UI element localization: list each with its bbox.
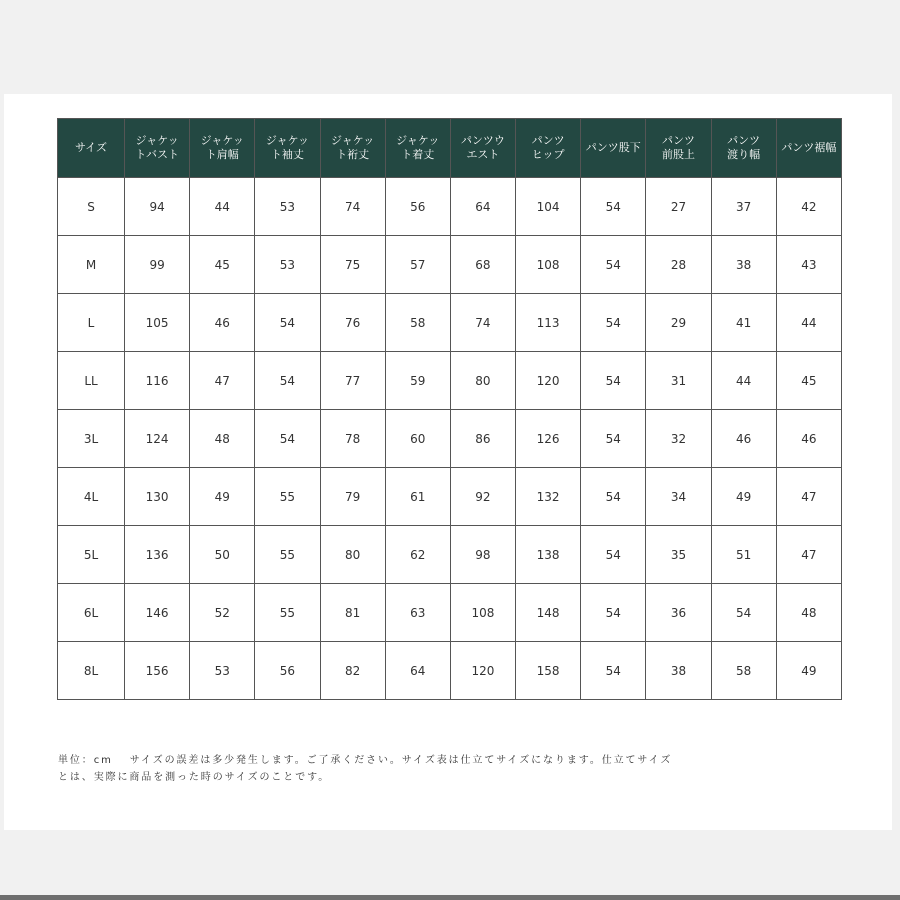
header-pants-hem: パンツ裾幅	[776, 119, 841, 178]
measurement-cell: 45	[776, 352, 841, 410]
measurement-cell: 56	[255, 642, 320, 700]
measurement-cell: 28	[646, 236, 711, 294]
measurement-cell: 46	[711, 410, 776, 468]
measurement-cell: 62	[385, 526, 450, 584]
measurement-cell: 54	[581, 468, 646, 526]
measurement-cell: 148	[516, 584, 581, 642]
measurement-cell: 60	[385, 410, 450, 468]
measurement-cell: 113	[516, 294, 581, 352]
measurement-cell: 49	[190, 468, 255, 526]
size-label-cell: LL	[58, 352, 125, 410]
table-row	[58, 642, 842, 700]
measurement-cell: 51	[711, 526, 776, 584]
notes-line-1: 単位：cm サイズの誤差は多少発生します。ご了承ください。サイズ表は仕立てサイズになります。仕立てサイズ	[58, 755, 673, 766]
measurement-cell: 41	[711, 294, 776, 352]
measurement-cell: 47	[776, 468, 841, 526]
measurement-cell: 64	[385, 642, 450, 700]
measurement-cell: 68	[450, 236, 515, 294]
measurement-cell: 50	[190, 526, 255, 584]
notes-line-2: とは、実際に商品を測った時のサイズのことです。	[58, 772, 331, 783]
measurement-cell: 32	[646, 410, 711, 468]
measurement-cell: 42	[776, 178, 841, 236]
header-jacket-bust: ジャケッ トバスト	[125, 119, 190, 178]
measurement-cell: 80	[450, 352, 515, 410]
measurement-cell: 61	[385, 468, 450, 526]
measurement-cell: 47	[776, 526, 841, 584]
measurement-cell: 44	[776, 294, 841, 352]
measurement-cell: 27	[646, 178, 711, 236]
measurement-cell: 36	[646, 584, 711, 642]
measurement-cell: 53	[255, 178, 320, 236]
measurement-cell: 37	[711, 178, 776, 236]
measurement-cell: 43	[776, 236, 841, 294]
header-row	[58, 119, 842, 178]
size-label-cell: S	[58, 178, 125, 236]
measurement-cell: 55	[255, 526, 320, 584]
measurement-cell: 76	[320, 294, 385, 352]
measurement-cell: 75	[320, 236, 385, 294]
measurement-cell: 48	[190, 410, 255, 468]
measurement-cell: 120	[450, 642, 515, 700]
measurement-cell: 59	[385, 352, 450, 410]
table-row	[58, 410, 842, 468]
measurement-cell: 45	[190, 236, 255, 294]
size-label-cell: M	[58, 236, 125, 294]
header-pants-waist: パンツウ エスト	[450, 119, 515, 178]
size-label-cell: 4L	[58, 468, 125, 526]
measurement-cell: 54	[581, 410, 646, 468]
measurement-cell: 108	[450, 584, 515, 642]
measurement-cell: 124	[125, 410, 190, 468]
measurement-cell: 34	[646, 468, 711, 526]
measurement-cell: 74	[320, 178, 385, 236]
table-row	[58, 526, 842, 584]
measurement-cell: 54	[581, 352, 646, 410]
measurement-cell: 156	[125, 642, 190, 700]
measurement-cell: 44	[711, 352, 776, 410]
measurement-cell: 38	[646, 642, 711, 700]
measurement-cell: 35	[646, 526, 711, 584]
header-size: サイズ	[58, 119, 125, 178]
measurement-cell: 92	[450, 468, 515, 526]
measurement-cell: 55	[255, 468, 320, 526]
measurement-cell: 54	[581, 178, 646, 236]
measurement-cell: 130	[125, 468, 190, 526]
measurement-cell: 56	[385, 178, 450, 236]
table-row	[58, 236, 842, 294]
measurement-cell: 82	[320, 642, 385, 700]
header-jacket-yuki: ジャケッ ト裄丈	[320, 119, 385, 178]
measurement-cell: 63	[385, 584, 450, 642]
measurement-cell: 48	[776, 584, 841, 642]
measurement-cell: 58	[711, 642, 776, 700]
measurement-cell: 158	[516, 642, 581, 700]
size-label-cell: 6L	[58, 584, 125, 642]
measurement-cell: 47	[190, 352, 255, 410]
measurement-cell: 54	[581, 294, 646, 352]
table-row	[58, 352, 842, 410]
measurement-cell: 120	[516, 352, 581, 410]
measurement-cell: 81	[320, 584, 385, 642]
measurement-cell: 29	[646, 294, 711, 352]
measurement-cell: 46	[190, 294, 255, 352]
measurement-cell: 54	[581, 642, 646, 700]
measurement-cell: 58	[385, 294, 450, 352]
size-label-cell: L	[58, 294, 125, 352]
measurement-cell: 138	[516, 526, 581, 584]
measurement-cell: 132	[516, 468, 581, 526]
measurement-cell: 49	[776, 642, 841, 700]
measurement-cell: 116	[125, 352, 190, 410]
measurement-cell: 54	[711, 584, 776, 642]
header-pants-inseam: パンツ股下	[581, 119, 646, 178]
measurement-cell: 53	[190, 642, 255, 700]
measurement-cell: 54	[581, 584, 646, 642]
measurement-cell: 64	[450, 178, 515, 236]
bottom-edge-bar	[0, 895, 900, 900]
table-row	[58, 294, 842, 352]
measurement-cell: 54	[581, 526, 646, 584]
header-jacket-length: ジャケッ ト着丈	[385, 119, 450, 178]
measurement-cell: 146	[125, 584, 190, 642]
measurement-cell: 57	[385, 236, 450, 294]
measurement-cell: 99	[125, 236, 190, 294]
measurement-cell: 31	[646, 352, 711, 410]
header-pants-thigh: パンツ 渡り幅	[711, 119, 776, 178]
measurement-cell: 77	[320, 352, 385, 410]
size-label-cell: 3L	[58, 410, 125, 468]
header-pants-hip: パンツ ヒップ	[516, 119, 581, 178]
size-chart-table	[57, 118, 842, 700]
measurement-cell: 105	[125, 294, 190, 352]
measurement-cell: 53	[255, 236, 320, 294]
measurement-cell: 38	[711, 236, 776, 294]
table-row	[58, 468, 842, 526]
measurement-cell: 94	[125, 178, 190, 236]
measurement-cell: 44	[190, 178, 255, 236]
measurement-cell: 54	[581, 236, 646, 294]
measurement-cell: 80	[320, 526, 385, 584]
measurement-cell: 126	[516, 410, 581, 468]
measurement-cell: 54	[255, 352, 320, 410]
measurement-cell: 79	[320, 468, 385, 526]
measurement-cell: 104	[516, 178, 581, 236]
header-jacket-sleeve: ジャケッ ト袖丈	[255, 119, 320, 178]
header-pants-front-rise: パンツ 前股上	[646, 119, 711, 178]
measurement-cell: 74	[450, 294, 515, 352]
measurement-cell: 49	[711, 468, 776, 526]
measurement-cell: 78	[320, 410, 385, 468]
measurement-cell: 54	[255, 410, 320, 468]
size-label-cell: 5L	[58, 526, 125, 584]
measurement-cell: 52	[190, 584, 255, 642]
measurement-cell: 54	[255, 294, 320, 352]
size-notes	[58, 752, 848, 786]
table-row	[58, 584, 842, 642]
measurement-cell: 86	[450, 410, 515, 468]
measurement-cell: 46	[776, 410, 841, 468]
measurement-cell: 136	[125, 526, 190, 584]
measurement-cell: 108	[516, 236, 581, 294]
size-label-cell: 8L	[58, 642, 125, 700]
measurement-cell: 98	[450, 526, 515, 584]
table-row	[58, 178, 842, 236]
header-jacket-shoulder: ジャケッ ト肩幅	[190, 119, 255, 178]
table-body	[58, 178, 842, 700]
measurement-cell: 55	[255, 584, 320, 642]
